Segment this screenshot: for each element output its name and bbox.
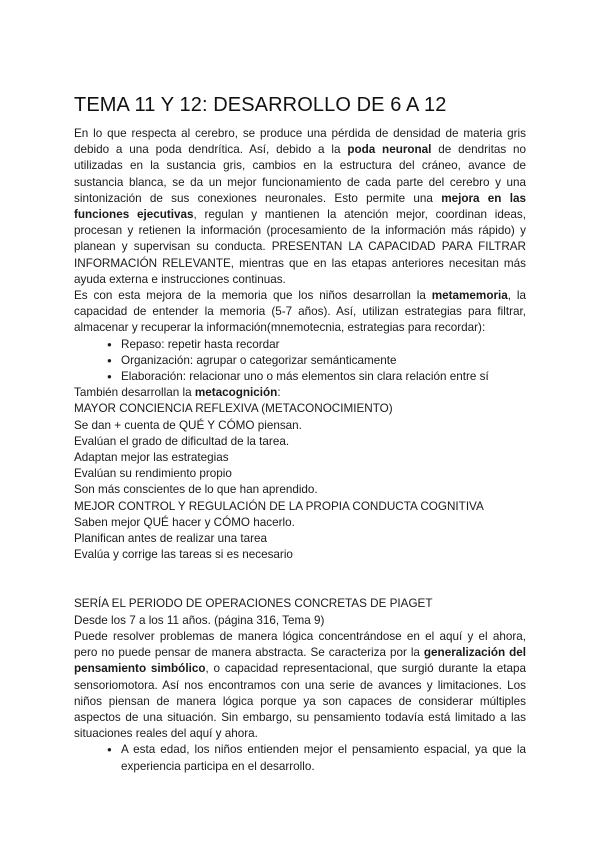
section-heading: MEJOR CONTROL Y REGULACIÓN DE LA PROPIA CONDUCTA COGNITIVA xyxy=(74,499,484,513)
text-line: Evalúan el grado de dificultad de la tarea. xyxy=(74,434,290,448)
text-run: , o capacidad representacional, que surgió durante la etapa sensoriomotora. Así nos encontramos con una serie de avances y limitaciones. Los niños piensan de manera lógica porque ya son capaces de considerar múltiples aspectos de una situación. Sin embargo, su pensamiento todavía está limitado a las situaciones reales del aquí y ahora. xyxy=(74,662,527,741)
text-run: de dendritas no utilizadas en la sustancia gris, cambios en la estructura del cráneo, avance de sustancia blanca, se da un mejor funcionamiento de cada parte del cerebro y una sintonización de sus conexiones neuronales. Esto permite una xyxy=(74,143,526,205)
bold-term: mejora en las funciones ejecutivas xyxy=(74,191,526,222)
text-line: Se dan + cuenta de QUÉ Y CÓMO piensan. xyxy=(74,418,302,432)
list-item: ● Repaso: repetir hasta recordar xyxy=(107,337,526,353)
paragraph-brain xyxy=(74,126,526,288)
bold-term: metamemoria xyxy=(431,289,508,303)
bold-term: poda neuronal xyxy=(347,143,432,157)
text-line: Planifican antes de realizar una tarea xyxy=(74,532,267,546)
list-item: ● A esta edad, los niños entienden mejor el pensamiento espacial, ya que la experiencia participa en el desarrollo. xyxy=(107,742,526,774)
text-run: : xyxy=(277,386,281,400)
spacer xyxy=(74,563,526,596)
section-heading: SERÍA EL PERIODO DE OPERACIONES CONCRETAS DE PIAGET xyxy=(74,597,433,611)
piaget-list xyxy=(74,742,526,774)
text-run: En lo que respecta al cerebro, se produce una pérdida de densidad de materia gris debido a una poda dendrítica. Así, debido a la xyxy=(74,127,526,157)
strategies-list xyxy=(74,337,526,386)
text-line: Son más conscientes de lo que han aprendido. xyxy=(74,483,318,497)
text-line: Saben mejor QUÉ hacer y CÓMO hacerlo. xyxy=(74,515,295,529)
text-line: Evalúa y corrige las tareas si es necesario xyxy=(74,548,293,562)
bold-term: metacognición xyxy=(194,386,278,400)
text-run: Es con esta mejora de la memoria que los niños desarrollan la xyxy=(74,289,432,303)
list-item: ● Organización: agrupar o categorizar semánticamente xyxy=(107,353,526,369)
text-line: Evalúan su rendimiento propio xyxy=(74,467,232,481)
list-item: ● Elaboración: relacionar uno o más elementos sin clara relación entre sí xyxy=(107,369,526,385)
document-title: TEMA 11 Y 12: DESARROLLO DE 6 A 12 xyxy=(74,94,447,116)
text-line: Adaptan mejor las estrategias xyxy=(74,451,229,465)
paragraph-metamemory xyxy=(74,288,526,337)
paragraph-piaget xyxy=(74,629,526,742)
bold-term: generalización del pensamiento simbólico xyxy=(74,646,526,676)
text-run: Puede resolver problemas de manera lógica concentrándose en el aquí y el ahora, pero no puede pensar de manera abstracta. Se caracteriza por la xyxy=(74,629,526,660)
text-run: , la capacidad de entender la memoria (5-7 años). Así, utilizan estrategias para filtrar, almacenar y recuperar la información(mnemotecnia, estrategias para recordar): xyxy=(74,289,526,335)
section-heading: MAYOR CONCIENCIA REFLEXIVA (METACONOCIMIENTO) xyxy=(74,402,393,416)
text-line: Desde los 7 a los 11 años. (página 316, Tema 9) xyxy=(74,613,325,627)
text-run: También desarrollan la xyxy=(74,386,195,400)
text-run: , regulan y mantienen la atención mejor, coordinan ideas, procesan y retienen la información (procesamiento de la información más rápido) y planean y supervisan su conducta. PRESENTAN LA CAPACIDAD PARA FILTRAR INFORMACIÓN RELEVANTE, mientras que en las etapas anteriores necesitan más ayuda externa e instrucciones continuas. xyxy=(74,208,526,286)
metacognition-line xyxy=(74,385,526,401)
